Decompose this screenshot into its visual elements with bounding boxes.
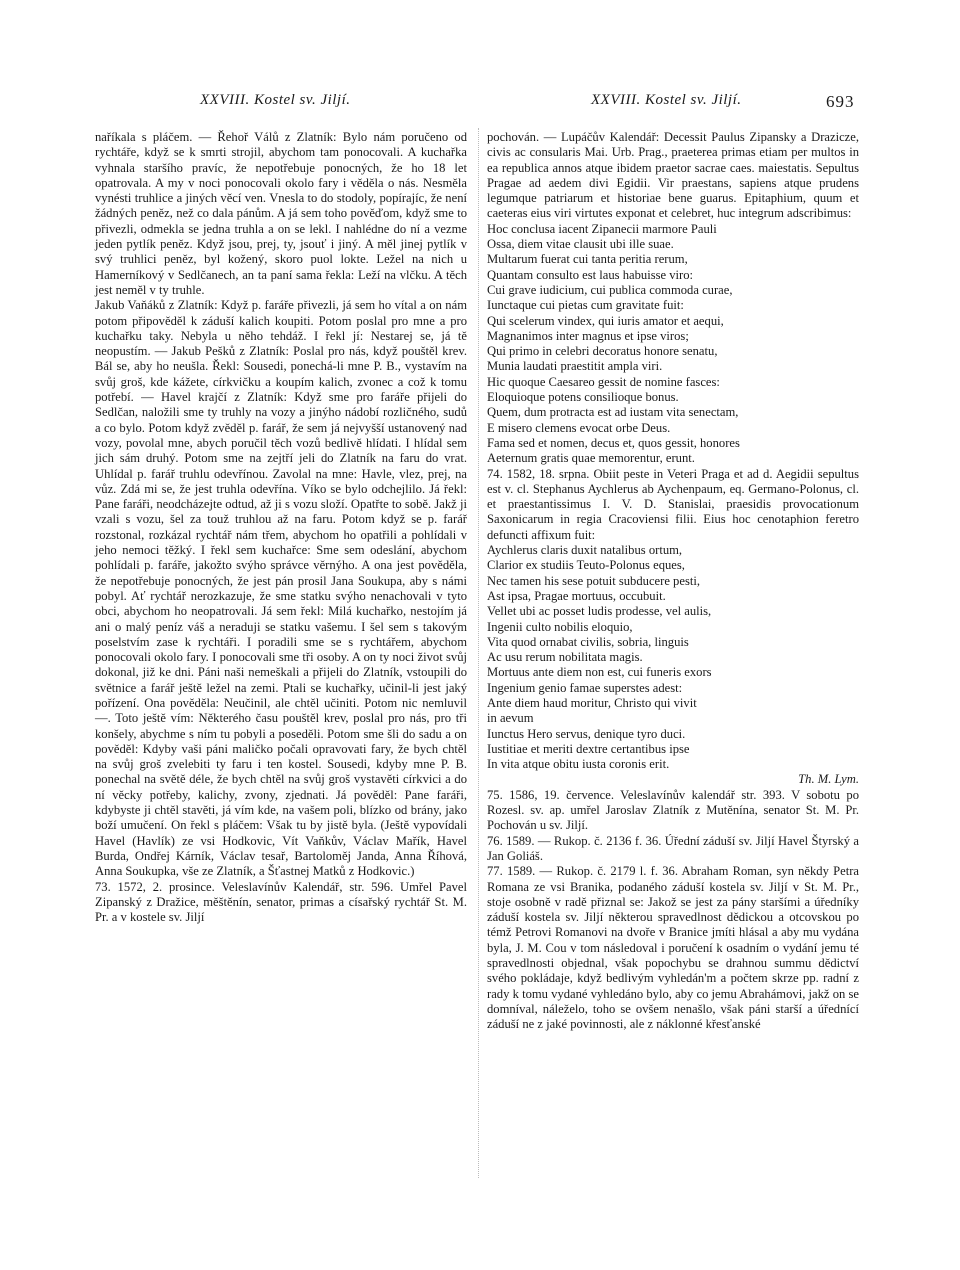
- paragraph-entry-73: 73. 1572, 2. prosince. Veleslavínův Kalendář, str. 596. Umřel Pavel Zipanský z Dražice, měštěnín, senator, primas a císařský rychtář St. M. Pr. a v kostele sv. Jiljí: [95, 879, 467, 925]
- left-column: [95, 130, 467, 925]
- right-column: [487, 130, 859, 1033]
- paragraph-epitaph-intro: pochován. — Lupáčův Kalendář: Decessit Paulus Zipansky a Drazicze, civis ac consularis Mai. Urb. Prag., praeterea primas etiam per multos in ea republica annos atque ibidem praetor sacrae caes. maiestatis. Sepultus Pragae ad aedem divi Egidii. Vir praestans, sapiens atque prudens legumque patriarum et historiae bene guarus. Epitaphium, quum et caeteras eius viri virtutes exponat et celebret, huc integrum adscribimus:: [487, 130, 859, 221]
- paragraph-entry-77: 77. 1589. — Rukop. č. 2179 l. f. 36. Abraham Roman, syn někdy Petra Romana ze vsi Branika, podaného záduší kostela sv. Jiljí v St. M. Pr., stoje osobně v radě přiznal se: Jakož se jest za pány staršími a úředníky záduší kostela sv. Jiljí některou spravedlnost dědickou a otcovskou po témž Petrovi Romanovi na dvoře v Branice jmíti hlásal a aby mu vydána byla, J. M. Cou v tom následoval i poručení k osadním o vydání jemu té spravedlnosti objednal, však popochybu se drahnou summu dědictví svého pokládaje, když bedlivým vyhledán'm a počtem skrze pp. radní z rady k tomu vydané vyhledáno bylo, aby co jemu Abrahámovi, jakž on se domníval, náleželo, toho se ovšem nenašlo, však páni starší a úřednící záduší ne z jaké povinnosti, ale z náklonné křesťanské: [487, 864, 859, 1032]
- column-divider: [478, 128, 479, 1178]
- verse-signature: Th. M. Lym.: [798, 772, 859, 787]
- paragraph-entry-75: 75. 1586, 19. července. Veleslavínův kalendář str. 393. V sobotu po Rozesl. sv. ap. umřel Jaroslav Zlatník z Mutěnína, senator St. M. Pr. Pochován u sv. Jiljí.: [487, 787, 859, 833]
- running-title-right: XXVIII. Kostel sv. Jiljí.: [591, 92, 742, 108]
- epitaph-verse-aychlerus: Aychlerus claris duxit natalibus ortum, Clarior ex studiis Teuto-Polonus eques, Nec tamen his sese potuit subducere pesti, Ast ipsa, Pragae mortuus, occubuit. Vellet ubi ac posset ludis prodesse, vel aulis, Ingenii culto nobilis eloquio, Vita quod ornabat civilis, sobria, linguis Ac usu rerum nobilitata magis. Mortuus ante diem non est, cui funeris exors Ingenium genio famae superstes adest: Ante diem haud moritur, Christo qui vivit in aevum Iunctus Hero servus, denique tyro duci. Iustitiae et meriti dextre certantibus ipse In vita atque obitu iusta coronis erit.: [487, 543, 712, 772]
- paragraph-entry-76: 76. 1589. — Rukop. č. 2136 f. 36. Úřední záduší sv. Jiljí Havel Štyrský a Jan Goliáš.: [487, 833, 859, 863]
- running-title-left: XXVIII. Kostel sv. Jiljí.: [200, 92, 351, 108]
- paragraph-entry-74: 74. 1582, 18. srpna. Obiit peste in Veteri Praga et ad d. Aegidii sepultus est v. cl. Stephanus Aychlerus ab Aychenpaum, eq. Germano-Polonus, cl. et praestantissimus I. V. D. Stanislai, praesidis provocationum Saxonicarum in regia Cracoviensi filii. Eius hoc cenotaphion feretro defuncti affixum fuit:: [487, 466, 859, 542]
- epitaph-verse-zipanecius: Hoc conclusa iacent Zipanecii marmore Pauli Ossa, diem vitae clausit ubi ille suae. Multarum fuerat cui tanta peritia rerum, Quantam consulto est laus habuisse viro: Cui grave iudicium, cui publica commoda curae, Iunctaque cui pietas cum gravitate fuit: Qui scelerum vindex, qui iuris amator et aequi, Magnanimos inter magnus et ipse viros; Qui primo in celebri decoratus honore senatu, Munia laudati praestitit ampla viri. Hic quoque Caesareo gessit de nomine fasces: Eloquioque potens consilioque bonus. Quem, dum protracta est ad iustam vita senectam, E misero clemens evocat orbe Deus. Fama sed et nomen, decus et, quos gessit, honores Aeternum gratis quae memorentur, erunt.: [487, 221, 740, 466]
- paragraph-testimony-2: Jakub Vaňáků z Zlatník: Když p. faráře přivezli, já sem ho vítal a on nám potom připověděl k záduší kalich koupiti. Potom poslal pro mne a pro kuchařku taky. Nebyla u něho tehdáž. I řekl jí: Nestarej se, já tě neopustím. — Jakub Pešků z Zlatník: Poslal pro nás, když pouštěl krev. Bál se, aby ho neušla. Řekl: Sousedi, ponechá-li mne P. B., vystavím na svůj groš, kde kážete, církvičku a koupím kalich, zvonec a což k tomu potřebí. — Havel krajčí z Zlatník: Když sme pro faráře přijeli do Sedlčan, naložili sme ty truhly na vozy a jinýho nádobí rozličného, sudů a co bylo. Potom když zvěděl p. farář, že sem já nejvyšší ustanovený nad vozy, povolal mne, abych poručil těch vozů bedlivě hlídati. I hlídal sem jich sám druhý. Potom sme na zejtří jeli do Zlatník na faru do vrat. Uhlídal p. farář truhlu odevřínou. Zavolal na mne: Havle, vlez, prej, na vůz. Zdá mi se, že jest truhla odevřína. Víko se bylo odchejlilo. Já řekl: Pane faráři, neodcházejte odtud, až ji s vozu složí. Opatřte to sobě. Jakž ji vzali s vozu, šel za touž truhlou až na faru. Potom když se p. farář rozstonal, rozkázal rychtář nám třem, abychom ho opatřili a pohlídali v jeho nemoci těžký. I řekl sem kuchařce: Sme sem odeslání, abychom pohlídali p. faráře, jakožto svýho správce věrnýho. A ona jest pověděla, že nepotřebuje ponocných, že jest pán prosil Jana Soukupa, aby s námi pobyl. Ať rychtář nerozkazuje, že sme statku svýho nenachovali v tyto obci, abychom ho neopatrovali. Já sem řekl: Milá kuchařko, nestojím já ani o malý peníz váš a neraduji se statku vašemu. I šel sem s takovým poselstvím zase k rychtáři. I poradili sme se s rychtářem, abychom ponocovali okolo fary. I ponocovali sme tři osoby. A on ty noci život svůj dokonal, již ke dni. Páni naši nemeškali a přijeli do Zlatník, vstoupili do světnice a farář ještě ležel na zemi. Ptali se kuchařky, učinil-li jest jaký pořízení. Ona pověděla: Neučinil, ale chtěl učiniti. Potom nic nemluvil —. Toto ještě vím: Některého času pouštěl krev, poslal pro nás, pro tři konšely, abychme s ním tu pobyli a poseděli. Potom sme šli do sadu a on pověděl: Kdyby vaši páni maličko počali opravovati fary, že bych chtěl na svůj groš zvelebiti ty faru i ten kostel. Sousedi, kdyby mne P. B. ponechal na světě déle, že bych chtěl na svůj groš vystavěti církvici a do ní věcky potřeby, kalichy, zvony, zjednati. Já pověděl: Pane faráři, kdybyste ji chtěl stavěti, já vím kde, na vašem poli, blízko od brány, jako boží umučení. On řekl s pláčem: Však tu by jistě byla. (Ještě vypovídali Havel (Havlík) ze vsi Hodkovic, Vít Vaňkův, Václav Mařík, Havel Burda, Ondřej Kárník, Václav tesař, Bartoloměj Janda, Anna Říhová, Anna Soukupka, vše ze Zlatník, a Šťastnej Matků z Hodkovic.): [95, 298, 467, 879]
- page-number: 693: [826, 92, 855, 111]
- paragraph-testimony-1: naříkala s pláčem. — Řehoř Válů z Zlatník: Bylo nám poručeno od rychtáře, když se k smrti strojil, abychom tam ponocovali. A kuchařka vyhnala staršího pravíc, že nepotřebuje ponocných, že ho 18 let opatrovala. A my v noci ponocovali okolo fary i věděla o nás. Nesměla vynésti truhlice a jiných věcí ven. Vnesla to do stodoly, popírajíc, že není žádných peněz, než co dala pánům. A já sem toho pověďom, když sme to přivezli, odmekla se jedna truhla a on se lekl. I nahlédne do ní a vezme jeden pytlík peněz. Když jsou, prej, ty, jsouť i jiný. A měl jinej pytlík v svý truhlici peněz, byl kožený, skoro puol lokte. Ležel na nich u Hamerníkový v Sedlčanech, an ta paní sama řekla: Leží na vlčku. A těch jest neměl v ty truhle.: [95, 130, 467, 297]
